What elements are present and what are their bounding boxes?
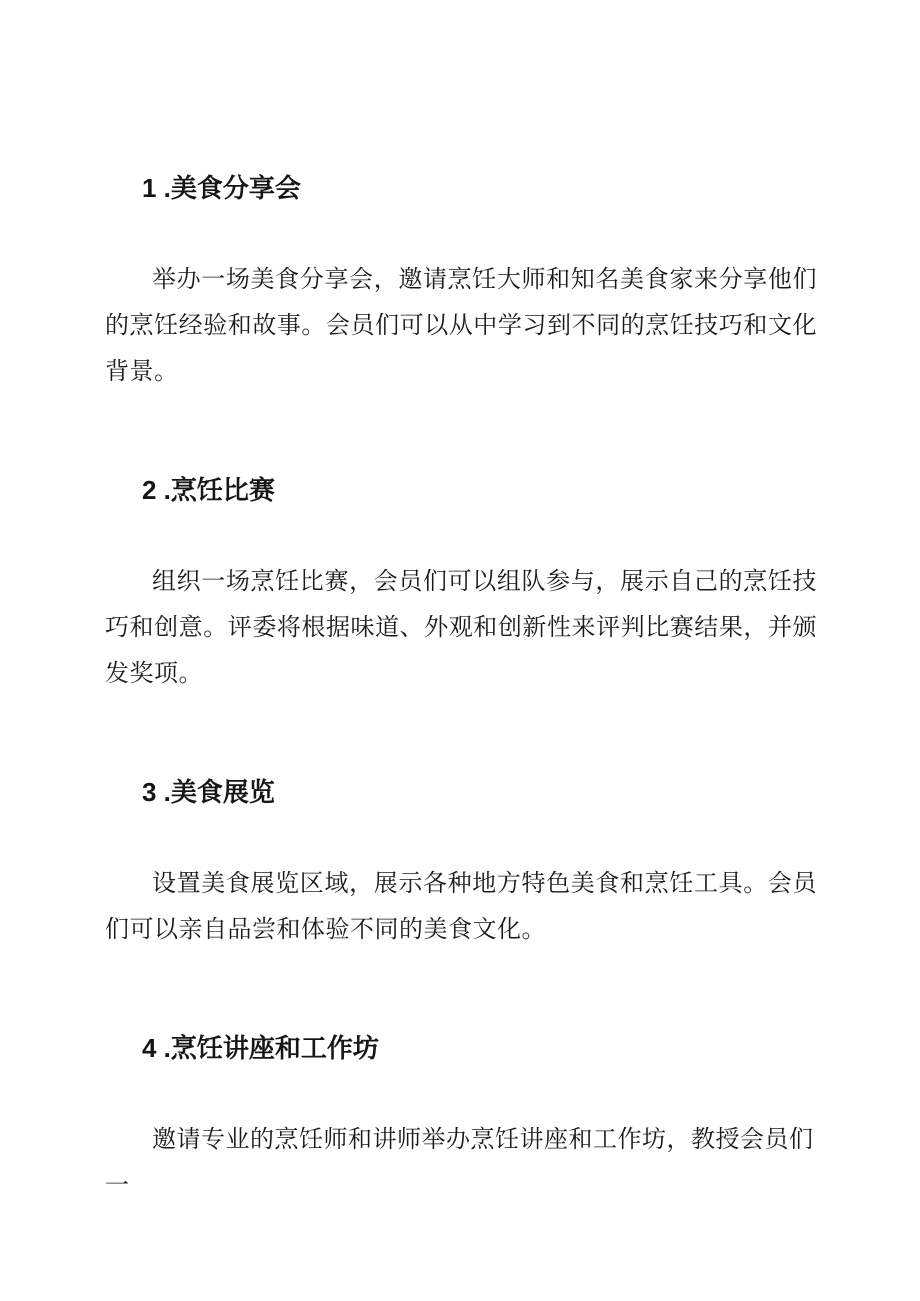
section-food-sharing	[105, 165, 817, 395]
section-heading: 3 .美食展览	[142, 777, 275, 807]
section-paragraph: 设置美食展览区域，展示各种地方特色美食和烹饪工具。会员们可以亲自品尝和体验不同的美食文化。	[105, 871, 817, 943]
section-lecture-workshop	[105, 1025, 817, 1209]
section-heading: 4 .烹饪讲座和工作坊	[142, 1033, 379, 1063]
section-heading: 1 .美食分享会	[142, 173, 301, 203]
section-food-exhibition	[105, 769, 817, 953]
section-paragraph: 组织一场烹饪比赛，会员们可以组队参与，展示自己的烹饪技巧和创意。评委将根据味道、外观和创新性来评判比赛结果，并颁发奖项。	[105, 569, 817, 687]
section-cooking-contest	[105, 467, 817, 697]
section-paragraph: 举办一场美食分享会，邀请烹饪大师和知名美食家来分享他们的烹饪经验和故事。会员们可以从中学习到不同的烹饪技巧和文化背景。	[105, 267, 817, 385]
section-heading: 2 .烹饪比赛	[142, 475, 275, 505]
section-paragraph: 邀请专业的烹饪师和讲师举办烹饪讲座和工作坊，教授会员们一	[105, 1127, 814, 1199]
